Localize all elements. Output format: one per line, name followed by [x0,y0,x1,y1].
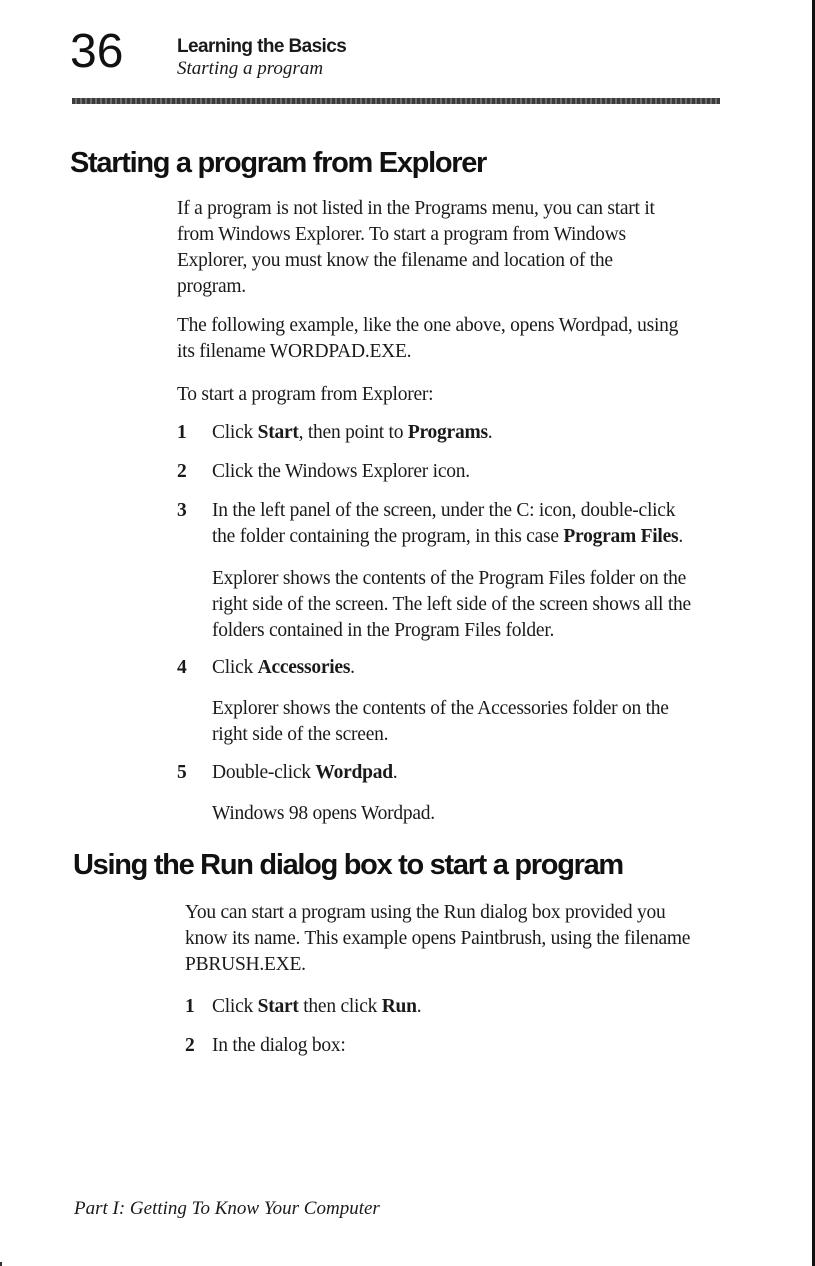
text-line: program. [177,276,246,297]
text-line: right side of the screen. The left side of the screen shows all the [212,594,691,615]
page-number: 36 [70,25,124,78]
step-number: 5 [177,762,187,783]
step-number: 3 [177,500,187,521]
example-paragraph [177,313,678,365]
section-heading-explorer: Starting a program from Explorer [70,147,487,179]
text-line: its filename WORDPAD.EXE. [177,341,412,362]
step-number: 4 [177,657,187,678]
running-head-section: Starting a program [177,58,324,79]
scan-mark [0,1262,2,1266]
step-text: Click Accessories. [212,657,355,678]
text-line: right side of the screen. [212,724,389,745]
run-intro-paragraph [185,900,690,978]
page-footer: Part I: Getting To Know Your Computer [74,1198,380,1219]
text-line: know its name. This example opens Paintbrush, using the filename [185,928,691,949]
step-text: Click Start then click Run. [212,996,422,1017]
step-4-note [212,696,669,748]
text-line: You can start a program using the Run dialog box provided you [185,902,666,923]
running-head [177,36,346,80]
step-number: 1 [177,422,187,443]
step-text: Click Start, then point to Programs. [212,422,493,443]
text-line: folders contained in the Program Files folder. [212,620,555,641]
step-number: 2 [185,1035,195,1056]
step-text: In the dialog box: [212,1035,346,1056]
text-line: Explorer, you must know the filename and location of the [177,250,613,271]
text-line: The following example, like the one above, opens Wordpad, using [177,315,679,336]
step-text: Click the Windows Explorer icon. [212,461,470,482]
text-line: If a program is not listed in the Programs menu, you can start it [177,198,655,219]
step-number: 2 [177,461,187,482]
instructions-intro: To start a program from Explorer: [177,384,434,405]
text-line: Explorer shows the contents of the Program Files folder on the [212,568,687,589]
text-line: PBRUSH.EXE. [185,954,306,975]
step-text: Double-click Wordpad. [212,762,398,783]
running-head-chapter: Learning the Basics [177,36,347,57]
text-line: Explorer shows the contents of the Accessories folder on the [212,698,669,719]
section-heading-run-dialog: Using the Run dialog box to start a program [73,849,623,881]
text-line: from Windows Explorer. To start a program from Windows [177,224,626,245]
step-text: In the left panel of the screen, under the C: icon, double-click the folder containing the program, in this case Program Files. [212,500,683,547]
step-3-note [212,566,691,644]
step-5-note: Windows 98 opens Wordpad. [212,803,435,824]
header-rule [72,98,720,104]
intro-paragraph [177,196,655,300]
step-number: 1 [185,996,195,1017]
